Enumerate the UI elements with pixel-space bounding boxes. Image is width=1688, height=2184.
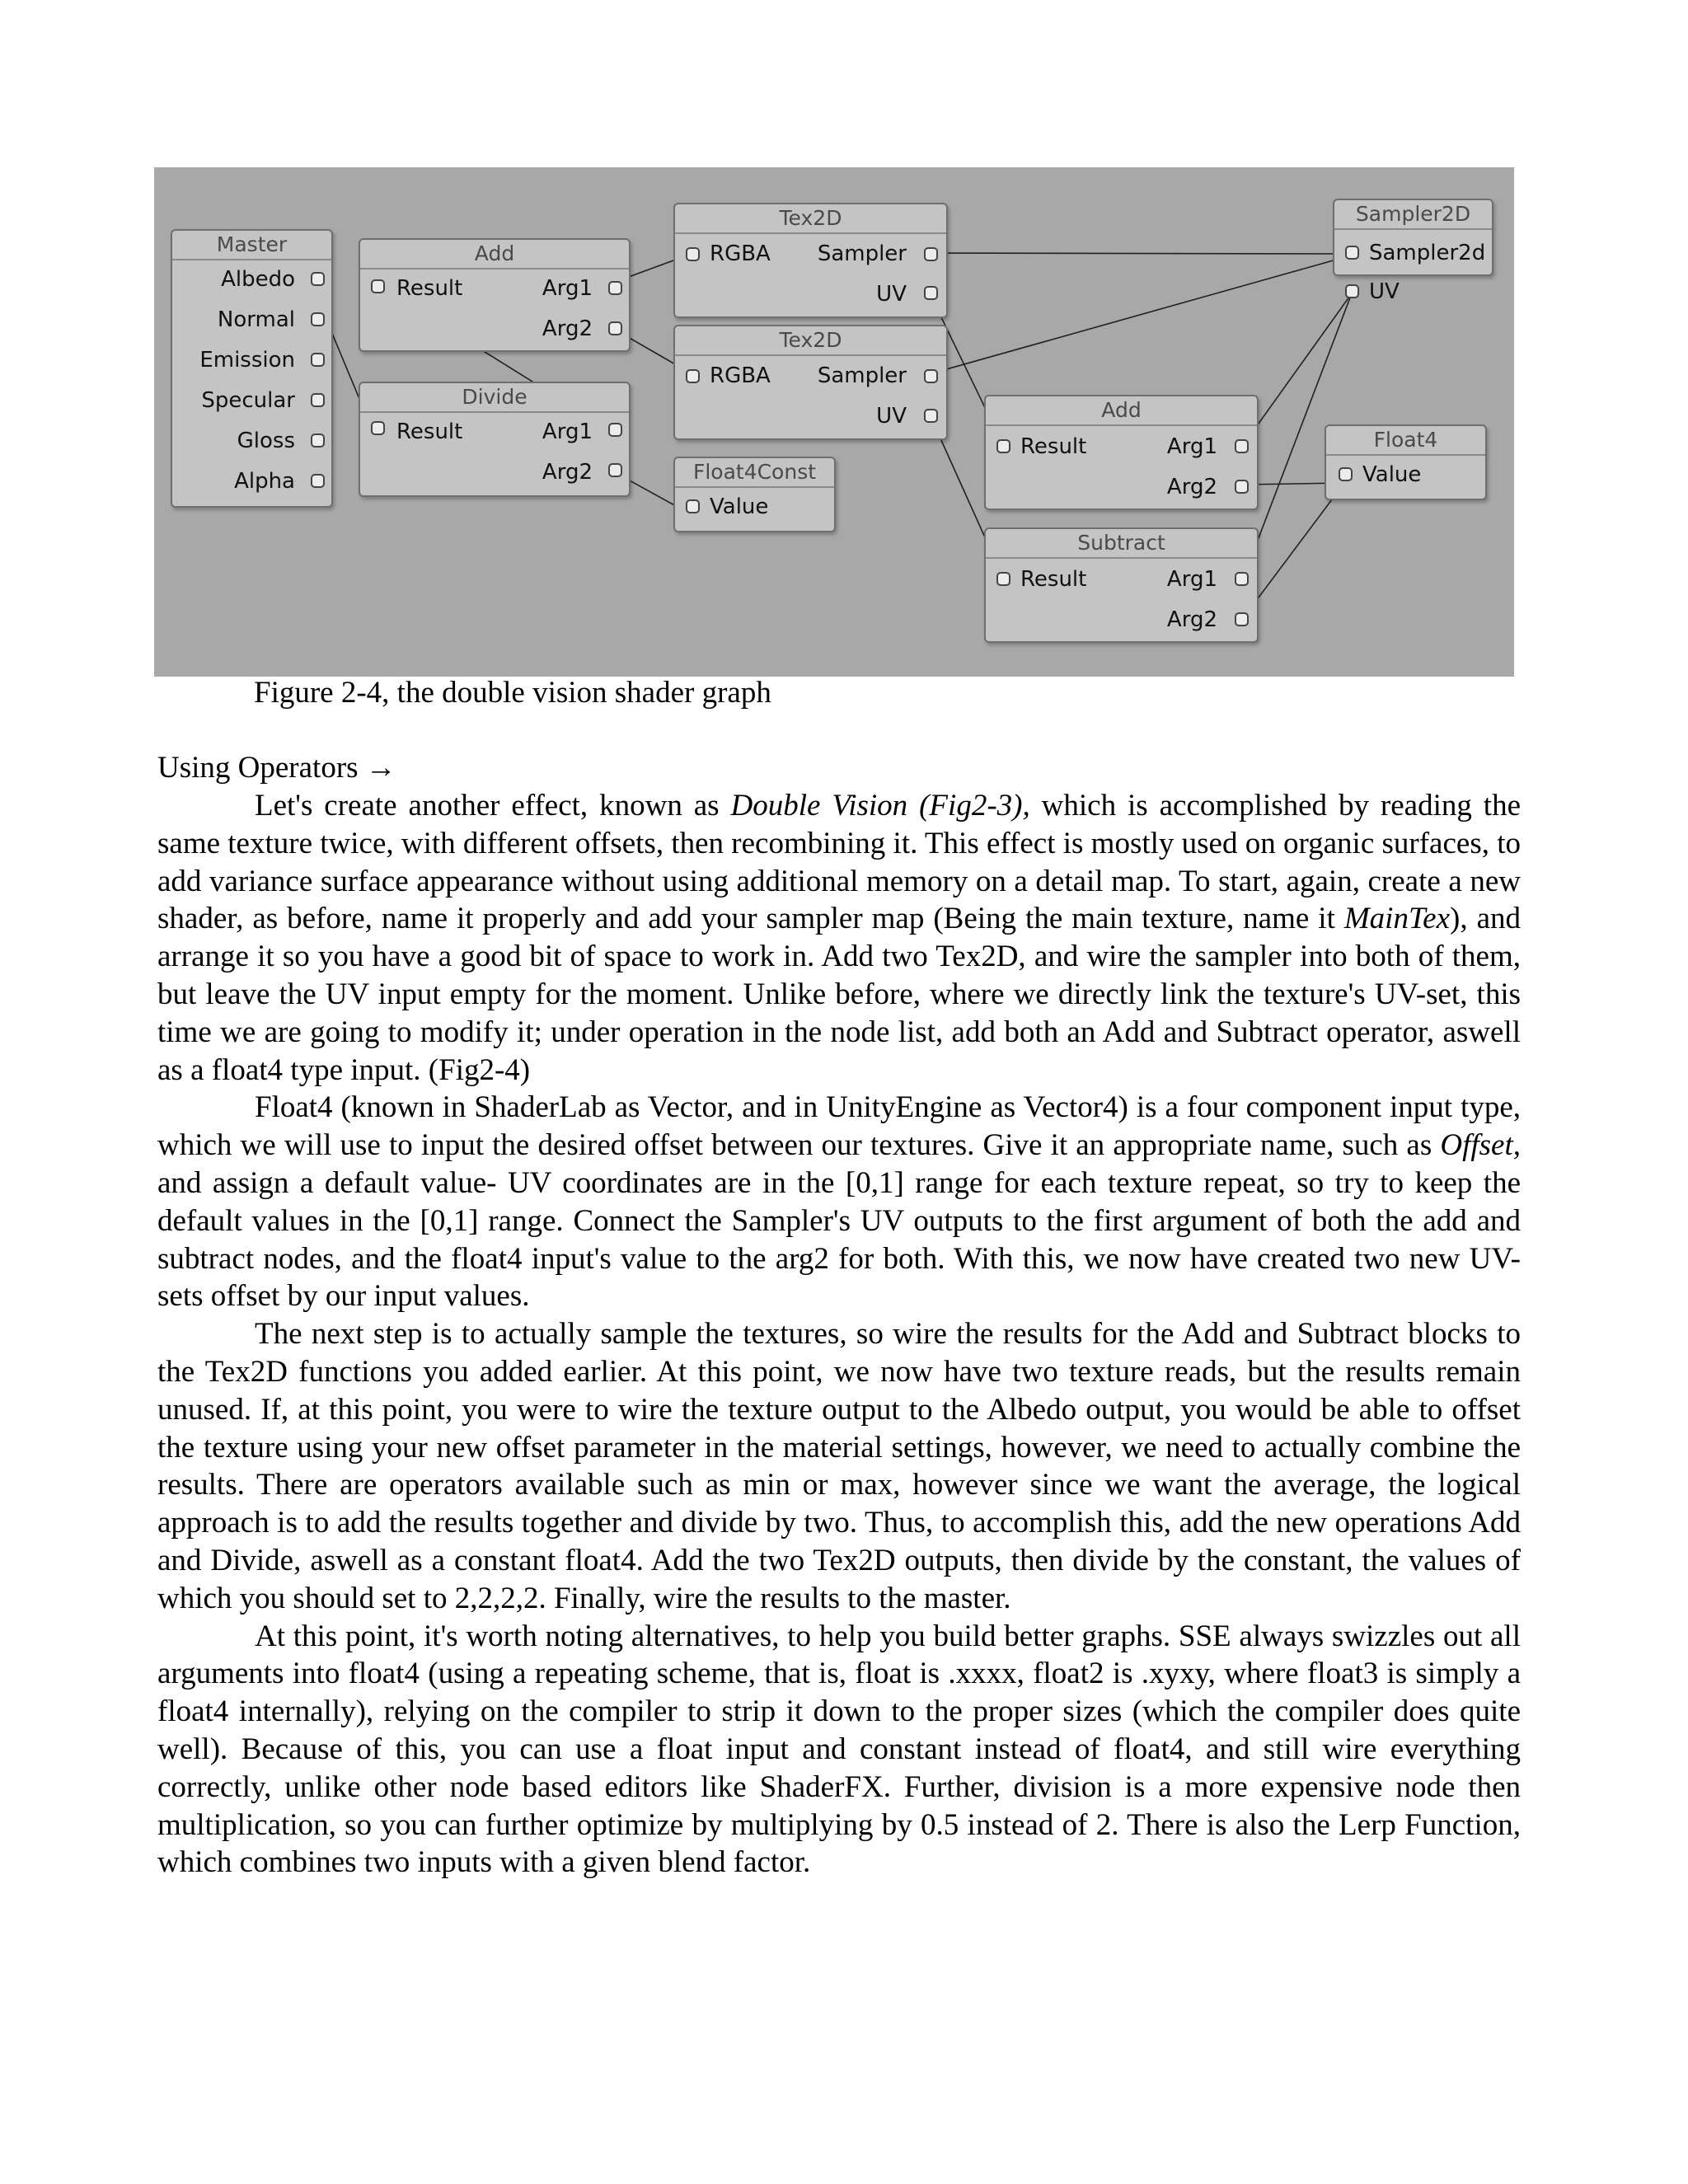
paragraph-4: At this point, it's worth noting alternatives, to help you build better graphs. SSE always swizzles out all arguments into float4 (using a repeating scheme, that is, float is .xxxx, float2 is .xyxy, where float3 is simply a float4 internally), relying on the compiler to strip it down to the proper sizes (which the compiler does quite well). Because of this, you can use a float input and constant instead of float4, and still wire everything correctly, unlike other node based editors like ShaderFX. Further, division is a more expensive node then multiplication, so you can further optimize by multiplying by 0.5 instead of 2. There is also the Lerp Function, which combines two inputs with a given blend factor. bbox=[157, 1619, 1521, 1880]
body-text bbox=[157, 787, 1521, 1882]
add-right-arg2-port[interactable] bbox=[1235, 480, 1249, 494]
p1-italic-double-vision: Double Vision (Fig2-3), bbox=[730, 789, 1030, 823]
tex2d-node-a[interactable] bbox=[673, 203, 948, 318]
wire-tex-a-sampler-sampler2d bbox=[930, 253, 1351, 254]
p2-text-a: Float4 (known in ShaderLab as Vector, and in UnityEngine as Vector4) is a four component input type, which we will use to input the desired offset between our textures. Give it an appropriate name, such as bbox=[157, 1090, 1521, 1163]
wire-tex-b-sampler-sampler2d bbox=[929, 255, 1351, 374]
paragraph-1 bbox=[157, 787, 1521, 1089]
wire-subtract-arg2-float4-value bbox=[1244, 483, 1344, 617]
tex2d-a-uv-port[interactable] bbox=[924, 286, 938, 300]
subtract-arg2-label: Arg2 bbox=[1166, 607, 1217, 632]
subtract-node[interactable] bbox=[984, 527, 1259, 643]
float4-value-port[interactable] bbox=[1339, 467, 1353, 481]
tex2d-b-sampler-port[interactable] bbox=[924, 369, 938, 383]
tex2d-b-uv-port[interactable] bbox=[924, 409, 938, 423]
float4const-title: Float4Const bbox=[675, 458, 834, 488]
add-right-result-port[interactable] bbox=[996, 439, 1010, 453]
float4const-value-port[interactable] bbox=[686, 499, 700, 513]
alpha-port[interactable] bbox=[311, 474, 325, 488]
master-node[interactable] bbox=[171, 229, 333, 508]
tex2d-a-title: Tex2D bbox=[675, 204, 946, 234]
tex2d-a-uv-label: UV bbox=[876, 282, 907, 307]
add-node-left[interactable] bbox=[359, 238, 631, 352]
albedo-label: Albedo bbox=[221, 267, 295, 292]
add-left-result-label: Result bbox=[396, 276, 463, 301]
normal-label: Normal bbox=[217, 307, 295, 332]
tex2d-b-sampler-label: Sampler bbox=[817, 363, 907, 388]
section-heading: Using Operators → bbox=[157, 751, 396, 785]
add-right-arg1-label: Arg1 bbox=[1166, 434, 1217, 459]
tex2d-a-sampler-label: Sampler bbox=[817, 241, 907, 266]
add-left-arg2-label: Arg2 bbox=[542, 316, 593, 341]
tex2d-a-rgba-port[interactable] bbox=[686, 247, 700, 261]
divide-arg2-port[interactable] bbox=[608, 463, 622, 477]
tex2d-a-rgba-label: RGBA bbox=[710, 241, 771, 266]
subtract-arg1-port[interactable] bbox=[1235, 572, 1249, 586]
emission-label: Emission bbox=[199, 348, 295, 373]
subtract-result-label: Result bbox=[1020, 567, 1087, 592]
p1-text-e: ), and arrange it so you have a good bit of space to work in. Add two Tex2D, and wire the sampler into both of them, but leave the UV input empty for the moment. Unlike before, where we directly link the texture's UV-set, this time we are going to modify it; under operation in the node list, add both an Add and Subtract operator, aswell as a float4 type input. (Fig2-4) bbox=[157, 902, 1521, 1087]
emission-port[interactable] bbox=[311, 353, 325, 367]
p1-text-c: which is accomplished by reading the same texture twice, with different offsets, then recombining it. This effect is mostly used on organic surfaces, to add variance surface appearance without using additional memory on a detail map. To start, again, create a new shader, as before, name it properly and add your sampler map (Being the main texture, name it bbox=[157, 789, 1521, 936]
divide-arg1-port[interactable] bbox=[608, 423, 622, 437]
master-node-title: Master bbox=[172, 231, 331, 260]
tex2d-b-rgba-label: RGBA bbox=[710, 363, 771, 388]
subtract-title: Subtract bbox=[986, 529, 1257, 559]
p1-text-a: Let's create another effect, known as bbox=[255, 789, 731, 823]
tex2d-b-rgba-port[interactable] bbox=[686, 369, 700, 383]
add-right-title: Add bbox=[986, 396, 1257, 426]
sampler2d-sampler-port[interactable] bbox=[1345, 246, 1359, 260]
sampler2d-sampler-label: Sampler2d bbox=[1369, 241, 1486, 265]
sampler2d-uv-port[interactable] bbox=[1345, 284, 1359, 298]
add-right-result-label: Result bbox=[1020, 434, 1087, 459]
sampler2d-uv-label: UV bbox=[1369, 279, 1400, 304]
add-node-right[interactable] bbox=[984, 395, 1259, 510]
p2-italic-offset: Offset, bbox=[1440, 1128, 1521, 1163]
tex2d-b-title: Tex2D bbox=[675, 326, 946, 356]
albedo-port[interactable] bbox=[311, 272, 325, 286]
divide-node[interactable] bbox=[359, 382, 631, 497]
divide-result-port[interactable] bbox=[371, 421, 385, 435]
tex2d-node-b[interactable] bbox=[673, 325, 948, 440]
add-node-left-title: Add bbox=[360, 240, 629, 269]
add-right-arg2-label: Arg2 bbox=[1166, 475, 1217, 499]
figure-caption: Figure 2-4, the double vision shader graph bbox=[254, 676, 771, 710]
float4const-node[interactable] bbox=[673, 457, 836, 532]
add-left-arg1-label: Arg1 bbox=[542, 276, 593, 301]
paragraph-3: The next step is to actually sample the textures, so wire the results for the Add and Subtract blocks to the Tex2D functions you added earlier. At this point, we now have two texture reads, but the results remain unused. If, at this point, you were to wire the texture output to the Albedo output, you would be able to offset the texture using your new offset parameter in the material settings, however, we need to actually combine the results. There are operators available such as min or max, however since we want the average, the logical approach is to add the results together and divide by two. Thus, to accomplish this, add the new operations Add and Divide, aswell as a constant float4. Add the two Tex2D outputs, then divide by the constant, the values of which you should set to 2,2,2,2. Finally, wire the results to the master. bbox=[157, 1317, 1521, 1615]
float4-title: Float4 bbox=[1326, 426, 1485, 456]
sampler2d-title: Sampler2D bbox=[1334, 200, 1492, 230]
gloss-label: Gloss bbox=[237, 429, 295, 453]
subtract-arg2-port[interactable] bbox=[1235, 612, 1249, 626]
subtract-result-port[interactable] bbox=[996, 572, 1010, 586]
add-left-arg1-port[interactable] bbox=[608, 281, 622, 295]
sampler2d-node[interactable] bbox=[1333, 199, 1493, 304]
float4-value-label: Value bbox=[1362, 462, 1422, 487]
specular-port[interactable] bbox=[311, 393, 325, 407]
divide-node-title: Divide bbox=[360, 383, 629, 413]
shader-graph-figure bbox=[154, 167, 1514, 677]
divide-arg2-label: Arg2 bbox=[542, 460, 593, 485]
paragraph-2 bbox=[157, 1089, 1521, 1315]
wire-sampler2d-uv-add-arg1 bbox=[1244, 293, 1352, 444]
float4-node[interactable] bbox=[1325, 424, 1487, 500]
float4const-value-label: Value bbox=[710, 494, 769, 519]
divide-result-label: Result bbox=[396, 419, 463, 444]
add-left-arg2-port[interactable] bbox=[608, 321, 622, 335]
normal-port[interactable] bbox=[311, 312, 325, 326]
alpha-label: Alpha bbox=[234, 469, 295, 494]
p2-text-c: and assign a default value- UV coordinates are in the [0,1] range for each texture repeat, so try to keep the default values in the [0,1] range. Connect the Sampler's UV outputs to the first argument of both the add and subtract nodes, and the float4 input's value to the arg2 for both. With this, we now have created two new UV-sets offset by our input values. bbox=[157, 1165, 1521, 1314]
gloss-port[interactable] bbox=[311, 434, 325, 448]
specular-label: Specular bbox=[201, 388, 295, 413]
add-left-result-port[interactable] bbox=[371, 279, 385, 293]
divide-arg1-label: Arg1 bbox=[542, 419, 593, 444]
tex2d-a-sampler-port[interactable] bbox=[924, 247, 938, 261]
p1-italic-maintex: MainTex bbox=[1343, 902, 1450, 936]
subtract-arg1-label: Arg1 bbox=[1166, 567, 1217, 592]
add-right-arg1-port[interactable] bbox=[1235, 439, 1249, 453]
tex2d-b-uv-label: UV bbox=[876, 404, 907, 429]
